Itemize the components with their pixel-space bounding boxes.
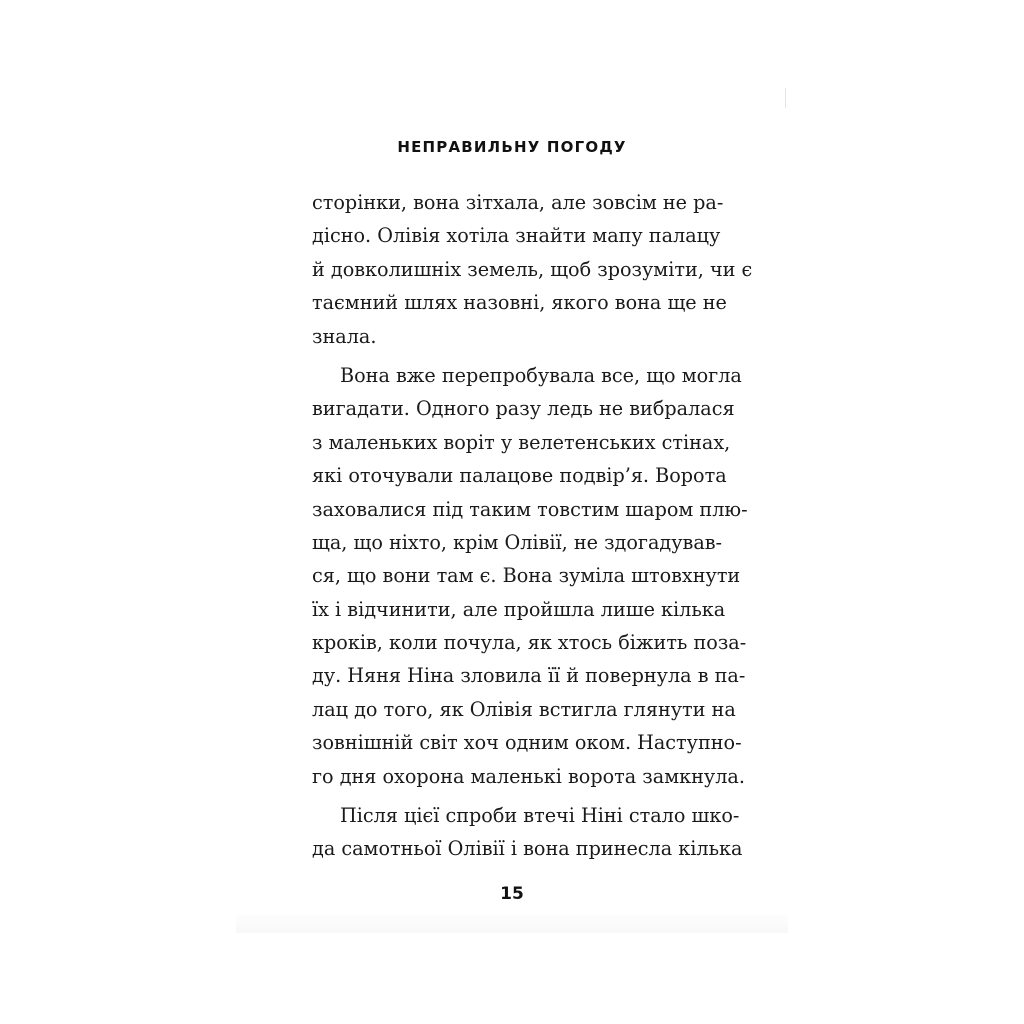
text-line: зовнішній світ хоч одним оком. Наступно- <box>312 731 742 755</box>
text-line: Вона вже перепробувала все, що могла <box>340 363 742 387</box>
text-line: знала. <box>312 324 377 348</box>
text-line: сторінки, вона зітхала, але зовсім не ра- <box>312 191 724 214</box>
text-line: го дня охорона маленькі ворота замкнула. <box>312 764 745 788</box>
text-line: з маленьких воріт у велетенських стінах, <box>312 430 731 454</box>
text-line: кроків, коли почула, як хтось біжить поза- <box>312 631 747 655</box>
paragraph <box>312 186 753 353</box>
page-edge-mark <box>785 88 786 108</box>
text-line: дісно. Олівія хотіла знайти мапу палацу <box>312 224 721 248</box>
text-line: їх і відчинити, але пройшла лише кілька <box>312 597 726 621</box>
text-line: ща, що ніхто, крім Олівії, не здогадував- <box>312 530 723 554</box>
page-number: 15 <box>500 884 524 904</box>
text-line: лац до того, як Олівія встигла глянути на <box>312 697 736 721</box>
text-line: ся, що вони там є. Вона зуміла штовхнути <box>312 564 741 588</box>
page-bottom-edge <box>236 915 788 933</box>
text-line: ду. Няня Ніна зловила її й повернула в па- <box>312 664 746 688</box>
paragraph <box>312 799 743 866</box>
running-head: НЕПРАВИЛЬНУ ПОГОДУ <box>397 138 627 156</box>
text-line: вигадати. Одного разу ледь не вибралася <box>312 397 735 421</box>
paragraph <box>312 359 748 793</box>
body-text <box>312 186 753 866</box>
text-line: заховалися під таким товстим шаром плю- <box>312 497 748 521</box>
text-line: таємний шлях назовні, якого вона ще не <box>312 291 727 315</box>
text-line: й довколишніх земель, щоб зрозуміти, чи є <box>312 257 753 281</box>
text-line: Після цієї спроби втечі Ніні стало шко- <box>340 804 740 828</box>
text-line: да самотньої Олівії і вона принесла кілька <box>312 837 743 861</box>
text-line: які оточували палацове подвір’я. Ворота <box>312 464 727 488</box>
